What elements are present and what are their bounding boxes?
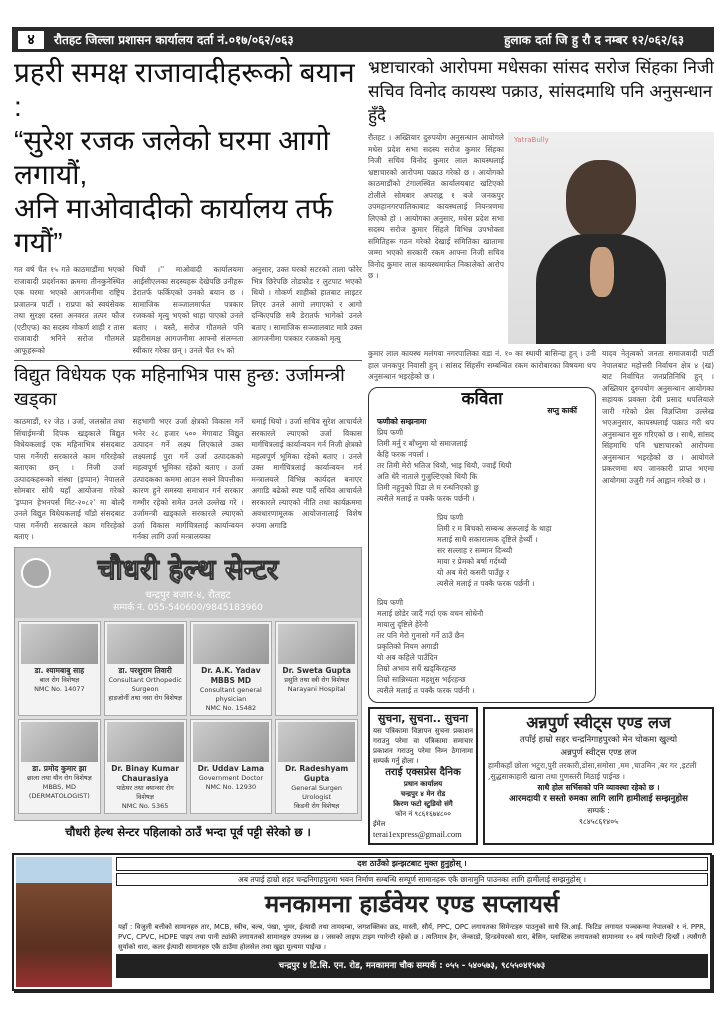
registration-right: हुलाक दर्ता जि हु रौ द नम्बर १२/०६२/६३ [504, 33, 684, 47]
ad-line2: अब तपाई हाम्रो शहर चन्द्रनिगाहपुरमा भवन निर्माण सम्बन्धि सम्पूर्ण सामानहरू एकै छानामुनि पाउनका लागि हामीलाई सम्झनुहोस् । [116, 873, 708, 886]
page-header [12, 27, 714, 52]
stanza [377, 427, 587, 504]
poem-line: प्रिय फणी [377, 597, 404, 607]
stanza [437, 512, 587, 589]
lodge-title: अन्नपुर्ण स्वीट्स एण्ड लज [526, 712, 671, 732]
temple-image [16, 857, 112, 987]
poem-line: तिमी र म बिचको सम्बन्ध अरूलाई के थाहा [437, 523, 552, 533]
doctor-photo [278, 624, 355, 664]
column: अनुसार, उक्त घरको सटरको ताला फोरेर भित्र छिरेपछि तोडफोड र लुटपाट भएको थियो । गोकर्ण शाहीको हातबाट लाइटर लिएर उनले आगो लगाएको र आगो दन्किएपछि सबै डेरातर्फ भागेको उनले बताए । सामाजिक सञ्जालबाट मात्रै उक्त आगजनीमा पत्रकार रजकको मृत्यु [251, 265, 362, 343]
paper-name: तराई एक्सप्रेस दैनिक [385, 766, 461, 778]
doctor-note: NMC No. 15482 [205, 703, 257, 712]
page-number: ४ [18, 31, 44, 49]
doctor-note: NMC No. 12930 [205, 782, 257, 791]
doctor-photo [21, 722, 98, 762]
doctor-specialty: प्रसुति तथा स्त्री रोग विशेषज्ञ [284, 675, 349, 684]
headline-line: अनि माओवादीको कार्यालय तर्फ गयौं” [14, 193, 333, 258]
poem-line: प्रिय फणी [437, 512, 464, 522]
doctor-card [104, 621, 187, 716]
ad-footer: चन्द्रपुर ४ टि.सि. एन. रोड, मनकामना चौक सम्पर्क : ०५५ - ५४०५७३, ९८५५०४१५७३ [116, 954, 708, 978]
story3-top [368, 132, 714, 344]
doctor-name: Dr. Binay Kumar Chaurasiya [111, 763, 180, 783]
story3-headline [368, 56, 714, 128]
story3-lower-b [602, 348, 714, 486]
doctor-specialty: General Surgen Urologist [291, 783, 342, 801]
contact-label: सम्पर्क : [587, 805, 610, 815]
column: धमाई थियो । उर्जा सचिव सुरेश आचार्यले सरकारले ल्याएको उर्जा विकास मार्गचित्रलाई कार्यान्वयन गर्न निजी क्षेत्रको महत्वपूर्ण भूमिका रहेको बताए । उनले उक्त मार्गचित्रलाई कार्यान्वयन गर्न मन्त्रालयले विभिन्न कार्यदल बनाएर अगाडि बढेको स्पष्ट पार्दै सचिव आचार्यले सरकारले ल्याएको नीति तथा कार्यक्रममा अवधारणामूलक आयोजनालाई विशेष रुपमा अगाडि [251, 417, 362, 530]
lodge-name: अन्नपुर्ण स्वीट्स एण्ड लज [560, 747, 637, 758]
poem-line: माया र प्रेमको बर्षा गर्दथ्यौ [437, 556, 507, 566]
notice-body: यस पत्रिकामा विज्ञापन सुचना प्रकाशन गराउनु परेमा वा पत्रिकामा समाचार प्रकाशन गराउनु परेमा निम्न ठेगानामा सम्पर्क गर्नु होला । [373, 726, 473, 765]
poem-title: फणीको सम्झनामा [377, 416, 427, 426]
poem-line: त्यसैले मलाई त पक्कै फरक पर्छनी । [437, 578, 535, 588]
health-ad-caption: चौधरी हेल्थ सेन्टर पहिलाको ठाउँ भन्दा पूर्व पट्टी सेरेको छ । [65, 824, 311, 839]
poem-line: त्यसैले मलाई त पक्कै फरक पर्छनी । [377, 685, 475, 695]
doctor-note: किडनी रोग विशेषज्ञ [294, 801, 340, 810]
story3-lower-a [368, 348, 596, 383]
hardware-ad [12, 853, 712, 991]
ad-tagline: दश ठाउँको झन्झटबाट मुक्त हुनुहोस् । [116, 857, 708, 871]
doctor-name: डा. प्रमोद कुमार झा [32, 763, 87, 773]
landmark: किरण फटो स्टुडियो संगै [393, 799, 453, 808]
column: यादव नेतृत्वको जनता समाजवादी पार्टी नेपालबाट महोत्तरी निर्वाचन क्षेत्र ४ (ख) बाट निर्वाचित जनप्रतिनिधि हुन् । अख्तियार दुरुपयोग अनुसन्धान आयोगका सहायक प्रवक्ता देवी प्रसाद थपलियाले जारी गरेको प्रेस विज्ञप्तिमा उल्लेख भएअनुसार, कायस्थलाई पक्राउ गरी थप अनुसन्धान सुरु गरिएको छ । साथै, सांसद सिंहमाथि पनि भ्रष्टाचारको आरोपमा अनुसन्धान भइरहेको छ । आयोगले प्रकरणमा थप जानकारी प्राप्त भएमा आयोगमा उजुरी गर्न आह्वान गरेको छ । [602, 349, 714, 485]
right-column [368, 56, 714, 845]
poem-author: सप्तु कार्की [547, 405, 577, 415]
mp-photo [508, 132, 714, 344]
address: चन्द्रपुर ४ मेन रोड [400, 789, 446, 798]
column: सहभागी भएर उर्जा क्षेत्रको विकास गर्ने भनेर २८ हजार ५०० मेगावाट विद्युत उत्पादन गर्ने लक्ष्य लिएकाले उक्त लक्ष्यलाई पुरा गर्ने उर्जा उत्पादकको महत्वपूर्ण भूमिका रहेको बताए । उर्जा उत्पादकका कममा आउन सक्ने विपत्तीका कारण हुने समस्या समाधान गर्न सरकार गम्भीर रहेको समेत उनले उल्लेख गरे । उर्जामन्त्री खड्काले सरकारले ल्याएको उर्जा विकास मार्गचित्रलाई कार्यान्वयन गर्नका लागि उर्जा मन्त्रालयका [132, 417, 244, 541]
doctor-card [190, 719, 273, 814]
doctor-card [190, 621, 273, 716]
doctor-specialty: Consultant Orthopedic Surgeon [108, 675, 182, 693]
logo-icon [21, 558, 51, 588]
poem-line: यो अब मेरो कसरी पाउँछु र [437, 567, 510, 577]
doctor-note: NMC No. 14077 [34, 684, 85, 693]
email[interactable]: terai1express@gmail.com [373, 828, 462, 839]
poem-line: अति धेरै नाताले गुजुल्टिएको थियौ कि [377, 471, 478, 481]
doctor-photo [21, 624, 98, 664]
doctor-photo [107, 624, 184, 664]
doctor-card [275, 719, 358, 814]
poem-line: तिमी नहुनुको पिडा ले म रन्थनिएको छु [377, 482, 479, 492]
poem-line: तिमी मर्नु र बाँच्नुमा यो समाजलाई [377, 438, 468, 448]
doctor-note: MBBS, MD (DERMATOLOGIST) [28, 782, 90, 800]
poem-line: तिम्रो अभाव सधैं खड्किरहन्छ [377, 663, 456, 673]
lodge-ad [483, 707, 714, 845]
doctor-specialty: Consultant general physician [199, 685, 262, 703]
column: काठमाडौं, १२ जेठ । उर्जा, जलस्रोत तथा सिंचाईमन्त्री दिपक खड्काले विद्युत विधेयकलाई एक महिनाभित्र संसदबाट पास गर्नेगरी सरकारले काम गरिरहेको बताएका छन् । निजी उर्जा उत्पादकहरूको संस्था (इप्पान) नेपालले सोमबार सोधै यहाँ आयोजना गरेको 'इप्पान हेभनपर्स मिट-२०८२' मा बोल्दै उनले विद्युत विधेयकलाई चाँडो संसदबाट पास गर्नेगरी सरकारले काम गरिरहेको बताए । [14, 417, 125, 541]
doctor-cards [15, 618, 361, 817]
doctor-name: Dr. Sweta Gupta [282, 665, 351, 675]
doctor-photo [193, 624, 270, 664]
column: गत वर्ष चैत १५ गते काठमाडौंमा भएको राजावादी प्रदर्शनका क्रममा तीनकुनेस्थित एक घरमा भएको आगजनीमा राष्ट्रिय प्रजातन्त्र पार्टी । राप्रपा को स्वयंसेवक तथा सुरक्षा दस्ता अनवरत तत्पर फौज (एटीएफ) का सदस्य गोकर्ण शाही र तास राजावादी भनिने सरोज गौतमले आफूहरूको [14, 265, 125, 355]
poem-line: तिम्रो सान्निध्यता महशुस भईरहन्छ [377, 674, 466, 684]
doctor-name: Dr. A.K. Yadav MBBS MD [201, 665, 261, 685]
ads-row [368, 707, 714, 845]
ad-address: चन्द्रपुर बजार-४, रौतहट [145, 589, 231, 601]
headline-line: प्रहरी समक्ष राजावादीहरूको बयान : [14, 57, 355, 122]
headline-line: भ्रष्टाचारको आरोपमा मधेसका सांसद सरोज सिंहका निजी [368, 58, 714, 78]
stanza [377, 597, 587, 696]
doctor-card [18, 621, 101, 716]
doctor-name: डा. श्यामबाबु साह [34, 665, 85, 675]
doctor-card [104, 719, 187, 814]
lodge-items: हामीकहाँ छोला भटुरा,पुरी तरकारी,डोसा,समोसा ,मम ,चाउमिन ,बर गर ,इटली ,सुद्धसाकाहारी खाना तथा गुणस्तरी मिठाई पाईन्छ । [488, 760, 697, 781]
notice-box [368, 707, 478, 845]
headline-line: “सुरेश रजक जलेको घरमा आगो लगायौं, [14, 125, 330, 190]
story3-lower [368, 348, 714, 703]
poem-line: त्यसैले मलाई त पक्कै फरक पर्छनी । [377, 493, 475, 503]
main-area [12, 56, 714, 845]
doctor-specialty: छाला तथा यौन रोग विशेषज्ञ [26, 773, 92, 782]
story2-headline: विद्युत विधेयक एक महिनाभित्र पास हुन्छ: उर्जामन्त्री खड्का [14, 360, 362, 412]
poem-section-title: कविता [461, 388, 503, 409]
watermark: YatraBully [514, 136, 549, 144]
doctor-note: हाडजोर्नी तथा नसा रोग विशेषज्ञ [108, 693, 182, 702]
doctor-card [275, 621, 358, 716]
poem-line: केहि फरक नपर्ला । [377, 449, 429, 459]
lodge-hall: साथै होल सर्भिसको पनि व्यावस्था रहेको छ । [537, 782, 660, 792]
story1-headline [14, 56, 362, 260]
poem-line: तर पनि मेरो गुनासो गर्ने ठाउँ छैन [377, 630, 465, 640]
poem-line: सर सल्लाह र सम्मान दिन्थ्यौ [437, 545, 513, 555]
left-column [12, 56, 362, 840]
doctor-photo [193, 722, 270, 762]
doctor-specialty: पाठेघर तथा क्यान्सर रोग विशेषज्ञ [116, 783, 174, 801]
doctor-specialty: बाल रोग विशेषज्ञ [39, 675, 80, 684]
notice-title: सुचना, सुचना.. सुचना [377, 711, 469, 725]
doctor-name: डा. परशुराम तिवारी [118, 665, 172, 675]
folded-hands [590, 247, 614, 297]
lodge-line: तपाँई हाम्रो सहर चन्द्रनिगाहपुरको मेन चोकमा खुल्यो [519, 734, 678, 745]
column: थियौं ।'' माओवादी कार्यालयमा आईसीएलका सदस्यहरू देखेपछि उनीहरू डेरातर्फ फर्किएको उनको बयान छ । सामाजिक सञ्जालमार्फत पत्रकार रजकको मृत्यु भएको थाहा पाएको उनले बताए । यस्तै, सरोज गौतमले पनि प्रहरीसमक्ष आगजनीमा आफ्नो संलग्नता स्वीकार गरेका छन् । उनले चैत १५ को [132, 265, 244, 355]
story1-body [14, 264, 362, 356]
poem-line: प्रकृतिको नियम अगाडी [377, 641, 439, 651]
doctor-photo [107, 722, 184, 762]
contact-number: ९८४५८६१४०५ [579, 816, 618, 826]
poem-line: मलाई छोडेर जादैं गर्दा एक वचन सोधेनौ [377, 608, 484, 618]
doctor-note: NMC No. 5365 [121, 801, 169, 810]
phone: फोन नं ९८६१६७४८०० [395, 809, 451, 818]
person-head [566, 160, 636, 240]
registration-left: रौतहट जिल्ला प्रशासन कार्यालय दर्ता नं.०१७/०६२/०६३ [54, 33, 294, 47]
poem-box [368, 387, 596, 703]
doctor-name: Dr. Uddav Lama [197, 763, 265, 773]
lodge-cta: आरमदायी र सस्तो रुमका लागि लागि हामीलाई सम्झनुहोस [509, 793, 688, 804]
poem-line: यो अब कहिले पाउँदिन [377, 652, 438, 662]
column: कुमार लाल कायस्थ मलंगवा नगरपालिका वडा नं. १० का स्थायी बासिन्दा हुन् । उनी हाल जनकपुर निवासी हुन् । सांसद सिंहसँग सम्बन्धित रकम कारोबारका विषयमा थप अनुसन्धान भइरहेको छ । [368, 349, 596, 381]
poem-line: तर तिमी मेरो भतिज थियौ, भाइ थियौ, ज्वाइँ थियौ [377, 460, 512, 470]
ad-phone: सम्पर्क नं. 055-540600/9845183960 [113, 602, 263, 613]
poem-line: मलाई साथै सकारात्मक दृष्टिले हेर्थ्यौ । [437, 534, 538, 544]
doctor-name: Dr. Radeshyam Gupta [285, 763, 349, 783]
doctor-specialty: Government Doctor [198, 773, 264, 782]
ad-title: मनकामना हार्डवेयर एण्ड सप्लायर्स [264, 889, 560, 918]
story3-body [368, 132, 504, 282]
poem-line: प्रिय फणी [377, 427, 404, 437]
story2-body [14, 416, 362, 543]
doctor-photo [278, 722, 355, 762]
doctor-note: Narayani Hospital [287, 684, 346, 693]
health-center-ad [14, 547, 362, 821]
headline-line: सचिव विनोद कायस्थ पक्राउ, सांसदमाथि पनि अनुसन्धान हुँदै [368, 82, 713, 126]
email-label: ईमेल [373, 819, 386, 828]
doctor-card [18, 719, 101, 814]
column: रौतहट । अख्तियार दुरुपयोग अनुसन्धान आयोगले मधेस प्रदेश सभा सदस्य सरोज कुमार सिंहका निजी सचिव विनोद कुमार लाल कायस्थलाई भ्रष्टाचारको आरोपमा पक्राउ गरेको छ । आयोगको काठमाडौंको टंगालस्थित कार्यालयबाट खटिएको टोलीले सोमबार अपराह्न १ बजे जनकपुर उपमहानगरपालिकाबाट कायस्थलाई नियन्त्रणमा लिएको हो । आयोगका अनुसार, मधेस प्रदेश सभा सदस्य सरोज कुमार सिंहले विभिन्न उपभोक्ता समितिहरू गठन गरेको देखाई समितिका खातामा जम्मा भएको सरकारी रकम आफ्ना निजी सचिव विनोद कुमार लाल कायस्थमार्फत निकालेको आरोप छ । [368, 133, 504, 280]
ad-body: यहाँ : विजुली बत्तीको सामानहरु तार, MCB, स्वीच, बल्ब, पंखा, भुमर, ईत्यादी तथा तामदम्बा, जगशक्तिका छड, मास्ती, सौर्य, PPC, OPC लगायतका सिमेन्टहरु पाउनुको साथै जि.आई. फिटिङ लगायत पञ्चकन्या नेपालको १ नं. PPR, PVC, CPVC, HDPE पाइप तथा पानी ट्यांकी लगायतको सामानहरु उपलब्ध छ । जसको लाइफ टाइम ग्यारेन्टी रहेको छ । त्यतिमात्र हैन, जेन्काडो, हिन्डवेयरको धारा, बेसिन, प्लास्टिक लगायतको सामानमा १० वर्ष ग्यारेन्टी दिन्छौं । त्यसैगरी सुर्याको धारा, कलर ईत्यादी सामानहरु एकै ठाउँमा होलसेल तथा खुद्रा मूल्यमा पाईन्छ । [118, 922, 706, 951]
poem-line: मायालु दृष्टिले हेरेनौ [377, 619, 429, 629]
ad-title: चौधरी हेल्थ सेन्टर [97, 552, 279, 586]
office: प्रधान कार्यालय [403, 779, 443, 788]
